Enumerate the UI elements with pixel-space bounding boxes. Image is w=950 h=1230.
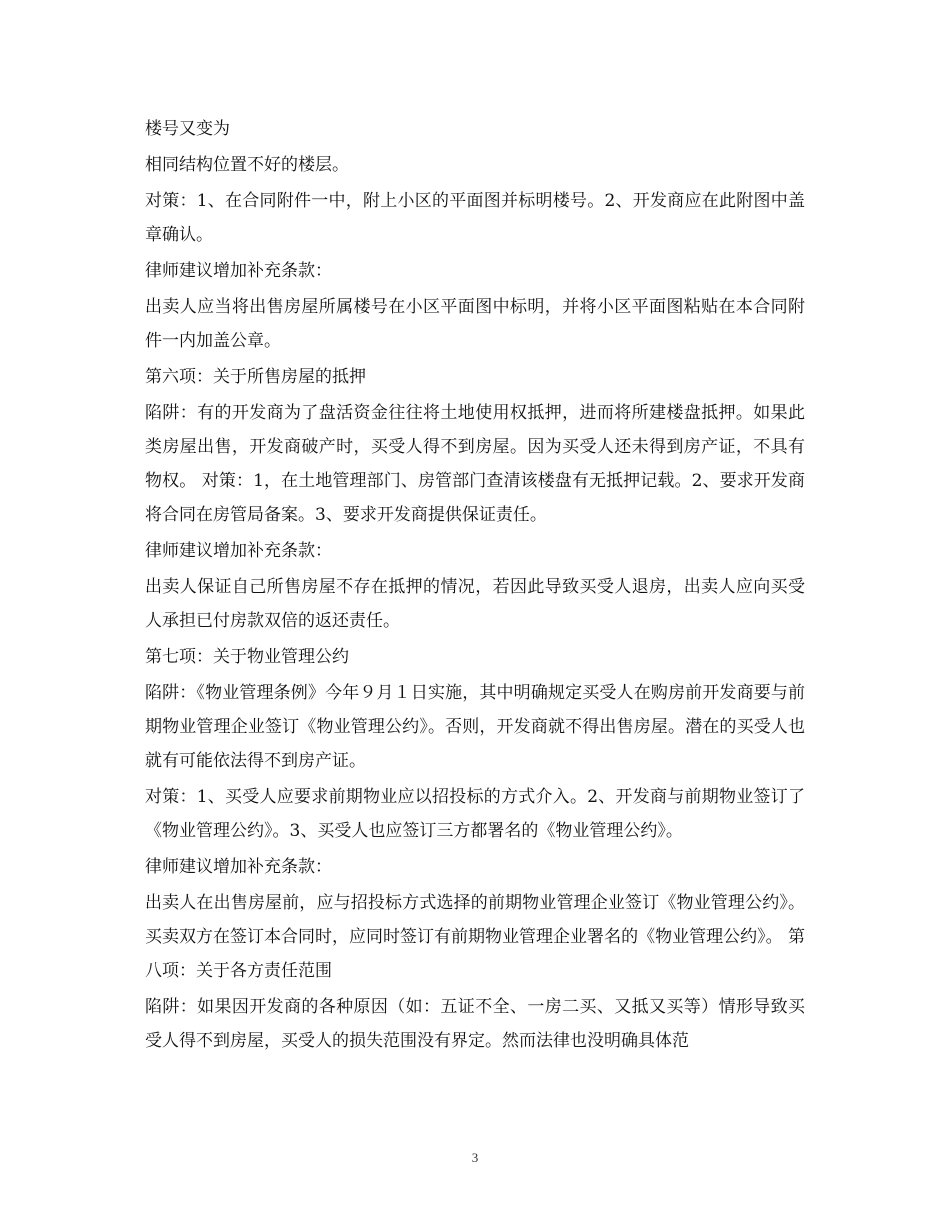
paragraph: 陷阱：《物业管理条例》今年９月１日实施，其中明确规定买受人在购房前开发商要与前期物业管理企业签订《物业管理公约》。否则，开发商就不得出售房屋。潜在的买受人也就有可能依法得不到房产证。 [145, 683, 805, 771]
paragraph: 律师建议增加补充条款： [145, 857, 332, 877]
paragraph: 楼号又变为 [145, 119, 230, 139]
paragraph: 出卖人应当将出售房屋所属楼号在小区平面图中标明，并将小区平面图粘贴在本合同附件一内加盖公章。 [145, 297, 805, 351]
paragraph: 律师建议增加补充条款： [145, 261, 332, 281]
paragraph: 出卖人保证自己所售房屋不存在抵押的情况，若因此导致买受人退房，出卖人应向买受人承担已付房款双倍的返还责任。 [145, 577, 805, 631]
section-heading: 第六项：关于所售房屋的抵押 [145, 367, 366, 387]
paragraph: 出卖人在出售房屋前，应与招投标方式选择的前期物业管理企业签订《物业管理公约》。 买卖双方在签订本合同时，应同时签订有前期物业管理企业署名的《物业管理公约》。 第八项：关于各方责任范围 [145, 893, 805, 981]
page-number: 3 [471, 1150, 479, 1165]
section-heading: 第七项：关于物业管理公约 [145, 647, 349, 667]
paragraph: 对策：1、在合同附件一中，附上小区的平面图并标明楼号。2、开发商应在此附图中盖章确认。 [145, 191, 805, 245]
paragraph: 陷阱：如果因开发商的各种原因（如：五证不全、一房二买、又抵又买等）情形导致买受人得不到房屋，买受人的损失范围没有界定。然而法律也没明确具体范 [145, 997, 805, 1051]
paragraph: 对策：1、买受人应要求前期物业应以招投标的方式介入。2、开发商与前期物业签订了《物业管理公约》。3、买受人也应签订三方都署名的《物业管理公约》。 [145, 787, 805, 841]
document-body [145, 112, 805, 1060]
paragraph: 陷阱：有的开发商为了盘活资金往往将土地使用权抵押，进而将所建楼盘抵押。如果此类房屋出售，开发商破产时，买受人得不到房屋。因为买受人还未得到房产证，不具有物权。 对策：1，在土地管理部门、房管部门查清该楼盘有无抵押记载。2、要求开发商将合同在房管局备案。3、要求开发商提供保证责任。 [145, 403, 805, 525]
paragraph: 相同结构位置不好的楼层。 [145, 155, 349, 175]
paragraph: 律师建议增加补充条款： [145, 541, 332, 561]
